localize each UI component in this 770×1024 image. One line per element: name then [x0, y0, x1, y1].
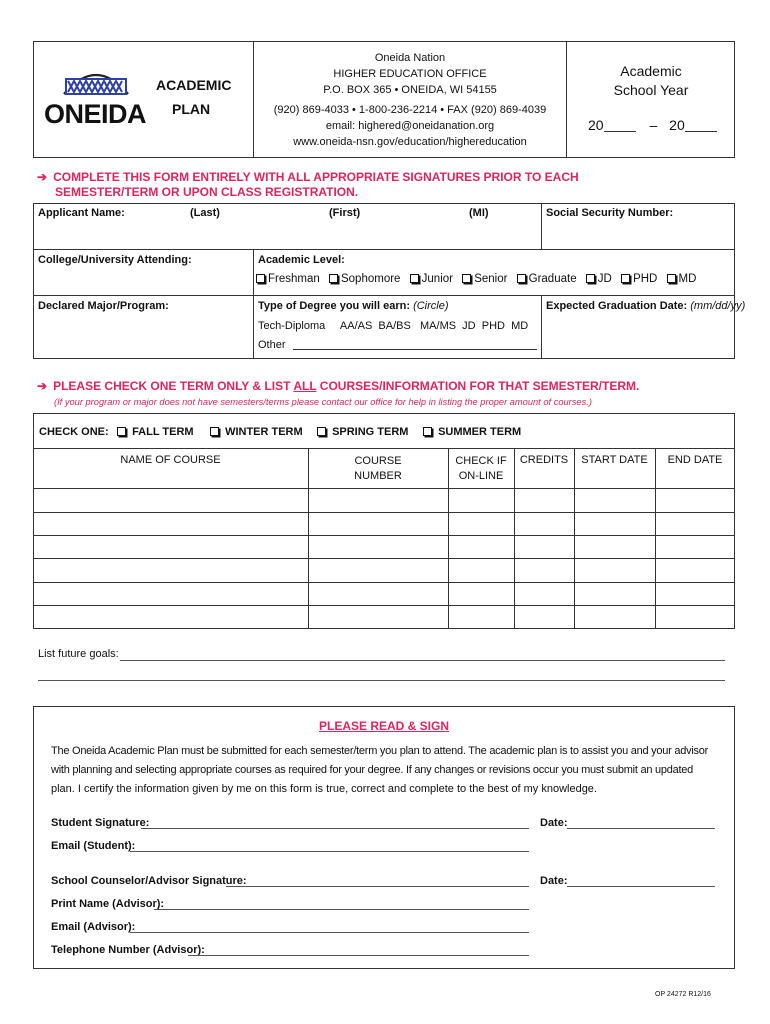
last-name-label: (Last) — [190, 207, 220, 219]
other-degree-field[interactable] — [258, 339, 537, 352]
year-end-input[interactable] — [685, 121, 717, 132]
print-name-input[interactable] — [154, 909, 529, 910]
checkbox-icon — [586, 274, 595, 283]
year-prefix-2: 20 — [669, 117, 685, 133]
grad-date-input[interactable] — [542, 314, 734, 358]
applicant-divider-h2 — [33, 295, 735, 296]
col-header-online-2: ON-LINE — [458, 470, 504, 482]
applicant-divider-v2 — [253, 249, 254, 359]
checkbox-icon — [410, 274, 419, 283]
middle-initial-label: (MI) — [469, 207, 489, 219]
checkbox-icon — [517, 274, 526, 283]
level-checkbox-jd[interactable]: JD — [586, 273, 612, 285]
office-line: www.oneida-nsn.gov/education/highereducation — [293, 136, 527, 148]
office-info — [254, 50, 566, 150]
col-header-number — [308, 454, 448, 484]
level-checkbox-senior[interactable]: Senior — [462, 273, 507, 285]
col-header-number-2: NUMBER — [354, 470, 402, 482]
applicant-divider-h1 — [33, 249, 735, 250]
year-label-line-1: Academic — [620, 63, 682, 79]
year-start-input[interactable] — [604, 121, 636, 132]
checkbox-icon — [621, 274, 630, 283]
applicant-name-label: Applicant Name: — [38, 207, 125, 219]
degree-hint: (Circle) — [413, 300, 449, 312]
table-row[interactable] — [34, 559, 734, 581]
col-header-name: NAME OF COURSE — [120, 454, 221, 466]
level-checkbox-phd[interactable]: PHD — [621, 273, 657, 285]
year-label — [567, 62, 735, 100]
level-checkbox-graduate[interactable]: Graduate — [517, 273, 577, 285]
first-name-label: (First) — [329, 207, 361, 219]
future-goals-input-line-1[interactable] — [120, 660, 725, 661]
telephone-label: Telephone Number (Advisor): — [51, 944, 205, 956]
instruction-2 — [37, 379, 639, 393]
col-header-start: START DATE — [581, 454, 648, 466]
future-goals-input-line-2[interactable] — [38, 680, 725, 681]
arrow-right-icon: ➔ — [37, 379, 48, 393]
term-checkbox-winter[interactable]: WINTER TERM — [210, 426, 303, 439]
office-line: P.O. BOX 365 • ONEIDA, WI 54155 — [323, 84, 497, 96]
office-line: email: highered@oneidanation.org — [325, 120, 495, 132]
table-row[interactable] — [34, 583, 734, 604]
major-label: Declared Major/Program: — [38, 300, 169, 312]
email-advisor-label: Email (Advisor): — [51, 921, 136, 933]
college-input[interactable] — [34, 268, 252, 294]
checkbox-icon — [117, 427, 126, 436]
ssn-input[interactable] — [542, 222, 734, 248]
date-label-1: Date: — [540, 817, 568, 829]
term-checkbox-summer[interactable]: SUMMER TERM — [423, 426, 521, 439]
col-header-number-1: COURSE — [354, 455, 402, 467]
email-student-label: Email (Student): — [51, 840, 136, 852]
form-title-line-1: ACADEMIC — [156, 77, 232, 93]
office-line: (920) 869-4033 • 1-800-236-2214 • FAX (920) 869-4039 — [273, 104, 547, 116]
print-name-label: Print Name (Advisor): — [51, 898, 165, 910]
college-label: College/University Attending: — [38, 254, 192, 266]
courses-divider-term — [33, 448, 735, 449]
form-title-line-2: PLAN — [172, 101, 211, 117]
grad-date-label-text: Expected Graduation Date: — [546, 300, 688, 312]
student-date-input[interactable] — [567, 828, 715, 829]
term-checkbox-spring[interactable]: SPRING TERM — [317, 426, 408, 439]
logo-text: ONEIDA — [44, 99, 147, 129]
col-header-online — [448, 454, 514, 484]
applicant-name-input[interactable] — [34, 222, 540, 248]
year-dash: – — [649, 117, 658, 133]
ssn-label: Social Security Number: — [546, 207, 674, 219]
email-advisor-input[interactable] — [130, 932, 529, 933]
level-checkbox-md[interactable]: MD — [667, 273, 697, 285]
term-checkbox-fall[interactable]: FALL TERM — [117, 426, 194, 439]
office-line: HIGHER EDUCATION OFFICE — [333, 68, 487, 80]
degree-label-text: Type of Degree you will earn: — [258, 300, 410, 312]
other-degree-input[interactable] — [293, 339, 537, 350]
oneida-logo — [42, 58, 150, 132]
student-signature-input[interactable] — [141, 828, 529, 829]
sign-paragraph — [51, 742, 708, 799]
col-header-online-1: CHECK IF — [455, 455, 507, 467]
major-input[interactable] — [34, 314, 252, 358]
instruction-2-underlined: ALL — [293, 379, 317, 393]
school-year-field[interactable] — [588, 117, 717, 133]
logo-wampum-icon — [42, 58, 150, 102]
checkbox-icon — [462, 274, 471, 283]
degree-label — [258, 300, 449, 313]
telephone-input[interactable] — [188, 955, 529, 956]
date-label-2: Date: — [540, 875, 568, 887]
future-goals-label: List future goals: — [38, 648, 119, 660]
other-label: Other — [258, 339, 286, 351]
counselor-date-input[interactable] — [567, 886, 715, 887]
checkbox-icon — [423, 427, 432, 436]
instruction-1 — [37, 170, 579, 200]
checkbox-icon — [317, 427, 326, 436]
checkbox-icon — [210, 427, 219, 436]
sign-title — [33, 719, 735, 733]
level-checkbox-sophomore[interactable]: Sophomore — [329, 273, 400, 285]
degree-options[interactable]: Tech-Diploma AA/AS BA/BS MA/MS JD PHD MD — [258, 320, 529, 332]
arrow-right-icon: ➔ — [37, 170, 48, 184]
table-row[interactable] — [34, 489, 734, 511]
grad-date-label — [546, 300, 745, 313]
student-signature-label: Student Signature: — [51, 817, 150, 829]
counselor-signature-input[interactable] — [226, 886, 529, 887]
email-student-input[interactable] — [130, 851, 529, 852]
table-row[interactable] — [34, 513, 734, 534]
check-one-label: CHECK ONE: — [39, 426, 109, 438]
academic-level-label: Academic Level: — [258, 254, 345, 266]
office-line: Oneida Nation — [374, 52, 446, 64]
sign-paragraph-line: plan. I certify the information given by me on this form is true, correct and complete to the best of my knowledge. — [51, 783, 597, 795]
instruction-1-line-1: COMPLETE THIS FORM ENTIRELY WITH ALL APPROPRIATE SIGNATURES PRIOR TO EACH — [53, 170, 579, 184]
level-checkbox-junior[interactable]: Junior — [410, 273, 453, 285]
year-label-line-2: School Year — [613, 82, 689, 98]
grad-date-hint: (mm/dd/yy) — [690, 300, 746, 312]
form-code: OP 24272 R12/16 — [655, 991, 711, 998]
instruction-2-note: (If your program or major does not have semesters/terms please contact our office for help in listing the proper amount of courses.) — [54, 397, 592, 407]
counselor-signature-label: School Counselor/Advisor Signature: — [51, 875, 247, 887]
sign-title-text: PLEASE READ & SIGN — [318, 719, 450, 733]
year-prefix-1: 20 — [588, 117, 604, 133]
checkbox-icon — [667, 274, 676, 283]
sign-paragraph-line: The Oneida Academic Plan must be submitted for each semester/term you plan to attend. The academic plan is to assist you and your advisor — [51, 745, 709, 757]
checkbox-icon — [256, 274, 265, 283]
col-header-end: END DATE — [667, 454, 723, 466]
instruction-2-pre: PLEASE CHECK ONE TERM ONLY & LIST — [53, 379, 294, 393]
instruction-2-post: COURSES/INFORMATION FOR THAT SEMESTER/TERM. — [316, 379, 640, 393]
table-row[interactable] — [34, 536, 734, 557]
academic-level-options — [256, 273, 696, 286]
checkbox-icon — [329, 274, 338, 283]
level-checkbox-freshman[interactable]: Freshman — [256, 273, 320, 285]
table-row[interactable] — [34, 606, 734, 628]
sign-paragraph-line: with planning and selecting appropriate courses as required for your degree. If any changes or revisions occur you must submit an updated — [51, 764, 694, 776]
col-header-credits: CREDITS — [519, 454, 569, 466]
instruction-1-line-2: SEMESTER/TERM OR UPON CLASS REGISTRATION. — [55, 185, 359, 199]
